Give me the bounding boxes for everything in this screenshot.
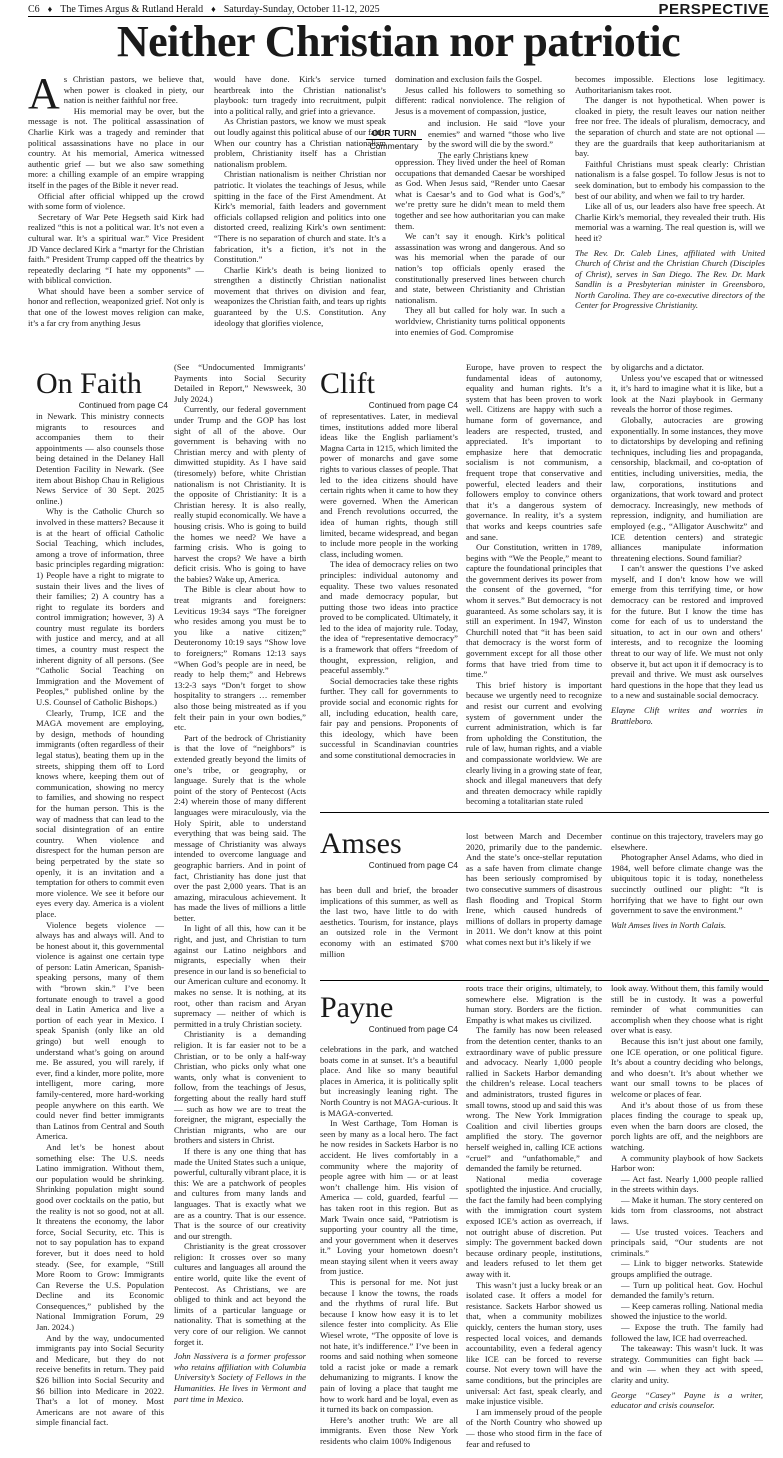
paragraph: Why is the Catholic Church so involved in these matters? Because it is at the heart of official Catholic Social Teaching, which includes, among a trove of information, three basic principles regarding migration: 1) People have a right to migrate to sustain their lives and the lives of their families; 2) A country has a right to regulate its borders and control immigration; however, 3) A country must regulate its borders with justice and mercy, and at all times, a country must respect the inherent dignity of all persons. (See “Catholic Social Teaching on Immigration and the Movement of Peoples,” published online by the U.S. Counsel of Catholic Bishops.) <box>36 506 164 708</box>
paragraph: This brief history is important because we urgently need to recognize and resist our current and evolving system of government under the current administration, which is far from upholding the Constitution, the rule of law, human rights, and a viable and compassionate worldview. We are clearly living in a growing state of fear, shock and illegal maneuvers that defy and threaten democracy while rapidly becoming a totalitarian state ruled <box>466 679 602 807</box>
paragraph: His memorial may be over, but the message is not. The political assassination of Charlie Kirk was a tragedy and reminder that political assassinations have no place in our country. At his memorial, America witnessed authentic grief — but we also saw something more: a chilling example of an empire wrapping itself in the pages of the Bible it never read. <box>28 105 204 190</box>
paragraph: domination and exclusion fails the Gospel. <box>395 74 543 84</box>
paragraph: The early Christians knew <box>438 149 529 160</box>
paragraph: Like all of us, our leaders also have free speech. At Charlie Kirk’s memorial, they revealed their truth. His memorial was a warning. The real question is, will we heed it? <box>575 201 765 243</box>
section-name: PERSPECTIVE <box>658 1 769 18</box>
paragraph: I am immensely proud of the people of the North Country who showed up — those who stood firm in the face of fear and refused to <box>466 1406 602 1449</box>
issue-date: Saturday-Sunday, October 11-12, 2025 <box>223 3 380 15</box>
lead-column-3-inset <box>428 118 565 158</box>
paragraph: And it’s about those of us from these places finding the courage to speak up, even when the barn doors are closed, the porch lights are off, and the neighbors are watching. <box>611 1099 763 1152</box>
paragraph: Here’s another truth: We are all immigrants. Even those New York residents who claim 100% Indigenous <box>320 1414 458 1446</box>
lead-column-1 <box>28 69 204 328</box>
author-bio: Walt Amses lives in North Calais. <box>611 919 727 930</box>
payne-column-2 <box>466 983 602 1454</box>
paragraph: National media coverage spotlighted the injustice. And crucially, the fact the family had been complying with the immigration court system exposed ICE’s action as overreach, if not outright abuse of discretion. Put simply: The government backed down because ordinary people, institutions, and leaders refused to let them get away with it. <box>466 1173 602 1280</box>
paragraph: (See “Undocumented Immigrants’ Payments into Social Security Detailed in Report,” Newsweek, 30 July 2024.) <box>174 362 306 404</box>
payne-heading <box>320 992 458 1034</box>
paragraph: Jesus called his followers to something so different: radical nonviolence. The religion of Jesus is a movement of compassion, justice, <box>395 84 565 116</box>
paragraph: — Turn up political heat. Gov. Hochul demanded the family’s return. <box>611 1279 763 1301</box>
paragraph: celebrations in the park, and watched boats come in at sunset. It’s a beautiful place. And like so many beautiful places in America, it is politically split but increasingly leaning right. The North Country is not MAGA-curious. It is MAGA-converted. <box>320 1044 458 1118</box>
paragraph: I can’t answer the questions I’ve asked myself, and I don’t know how we will emerge from this terrifying time, or how democracy can be restored and improved for the future. But I know the time has come for each of us to understand the situation, to act in our own and others’ interests, and to recognize the looming threat to our way of life. We must not only observe it, but act upon it if democracy is to prevail and thrive. We must ask ourselves hard questions in the hope that they lead us to a new and sustainable social democracy. <box>611 563 763 701</box>
lead-column-3-top <box>395 74 565 118</box>
author-bio: John Nassivera is a former professor who retains affiliation with Columbia University’s Society of Fellows in the Humanities. He lives in Vermont and part time in Mexico. <box>174 1351 306 1404</box>
paragraph: The family has now been released from the detention center, thanks to an extraordinary wave of public pressure and advocacy. Nearly 1,000 people rallied in Sackets Harbor demanding the children’s release. Local teachers and administrators, trusted figures in small towns, stood up and said this was wrong. The New York Immigration Coalition and civil liberties groups amplified the story. The governor herself weighed in, calling ICE actions “cruel” and “unfathomable,” and demanded the family be returned. <box>466 1025 602 1174</box>
paragraph: oppression. They lived under the heel of Roman occupations that demanded Caesar be worshiped as God. When Jesus said, “Render unto Caesar what is Caesar’s and to God what is God’s,” we’re pretty sure he didn’t mean to meld them together and see how authoritarian you can make them. <box>395 157 565 231</box>
amses-heading <box>320 828 458 870</box>
paragraph: — Make it human. The story centered on kids torn from classrooms, not abstract laws. <box>611 1194 763 1227</box>
paragraph: This wasn’t just a lucky break or an isolated case. It offers a model for resistance. Sackets Harbor showed us that, when a community mobilizes quickly, centers the human story, uses respected local voices, and demands accountability, even a federal agency like ICE can be forced to reverse course. Not every town will have the same conditions, but the principles are universal: Act fast, speak clearly, and make injustice visible. <box>466 1279 602 1407</box>
continued-line: Continued from page C4 <box>368 401 458 410</box>
amses-column-2 <box>466 831 602 975</box>
paragraph: And let’s be honest about something else: The U.S. needs Latino immigration. Without them, our population would be shrinking. Shrinking population might sound good over cocktails on the patio, but the reality is not so good, not at all. It threatens the economy, the labor force, Social Security, etc. This is not to say population has to expand forever, but it does need to hold steady. (See, for example, “Still More Room to Grow: Immigrants Can Reverse the U.S. Population Decline and its Economic Consequences,” published by the National Immigration Forum, 29 Jan. 2024.) <box>36 1141 164 1333</box>
commentary-label: Commentary <box>369 141 419 151</box>
paragraph: Photographer Ansel Adams, who died in 1984, well before climate change was the ubiquitous topic it is today, nonetheless succinctly outlined our plight: “It is horrifying that we have to fight our own government to save the environment.” <box>611 852 763 916</box>
paragraph: look away. Without them, this family would still be in custody. It was a powerful reminder of what communities can accomplish when they choose what is right over what is easy. <box>611 983 763 1036</box>
clift-heading <box>320 368 458 410</box>
paragraph: If there is any one thing that has made the United States such a unique, powerful, culturally vibrant place, it is this: We are a patchwork of peoples and cultures from many lands and languages. That is exactly what we are as a country. That is our essence. That is the source of our creativity and our strength. <box>174 1145 306 1241</box>
paragraph: by oligarchs and a dictator. <box>611 362 704 372</box>
divider <box>320 980 769 981</box>
lead-column-2 <box>214 74 386 328</box>
lead-column-4 <box>575 74 765 311</box>
paragraph: becomes impossible. Elections lose legitimacy. Authoritarianism takes root. <box>575 74 765 95</box>
folio-bar <box>28 2 769 16</box>
paragraph: Because this isn’t just about one family, one ICE operation, or one political figure. It’s about a country deciding who belongs, and who doesn’t. It’s about whether we want our small towns to be places of welcome or places of fear. <box>611 1035 763 1099</box>
divider <box>320 812 769 813</box>
paragraph: Part of the bedrock of Christianity is that the love of “neighbors” is extended greatly beyond the limits of one’s tribe, or geography, or language. Surely that is the whole point of the story of Pentecost (Acts 2:4) wherein those of many different languages were miraculously, via the Holy Spirit, able to understand everything that was being said. The message of Christianity was always intended to overcome language and geographic barriers. And in point of fact, Christianity has done just that over the past 2,000 years. That is an amazing, miraculous achievement. It has made the lives of millions a little better. <box>174 732 306 923</box>
paragraph: They all but called for holy war. In such a worldview, Christianity turns political opponents into enemies of God. Compromise <box>395 305 565 337</box>
author-bio: The Rev. Dr. Caleb Lines, affiliated with United Church of Christ and the Christian Church (Disciples of Christ), serves in San Diego. The Rev. Dr. Mark Sandlin is a Presbyterian minister in Greensboro, North Carolina. They are co-executive directors of the Center for Progressive Christianity. <box>575 247 765 311</box>
paragraph: The takeaway: This wasn’t luck. It was strategy. Communities can fight back — and win — when they act with speed, clarity and unity. <box>611 1343 763 1385</box>
continued-line: Continued from page C4 <box>368 1025 458 1034</box>
paragraph: — Act fast. Nearly 1,000 people rallied in the streets within days. <box>611 1173 763 1195</box>
paragraph: Charlie Kirk’s death is being lionized to strengthen a distinctly Christian nationalist movement that thrives on division and fear, weaponizes the Christian faith, and tears up rights guaranteed by the U.S. Constitution. Any ideology that glorifies violence, <box>214 264 386 328</box>
column-title: Payne <box>320 991 394 1024</box>
paragraph: would have done. Kirk’s service turned heartbreak into the Christian nationalist’s playbook: turn tragedy into recruitment, pulpit into a political rally, and grief into a grievance. <box>214 74 386 116</box>
paragraph: Secretary of War Pete Hegseth said Kirk had realized “this is not a political war. It’s not even a cultural war. It’s a spiritual war.” Vice President JD Vance declared Kirk a “martyr for the Christian faith.” President Trump capped off the theatrics by repeatedly declaring “I hate my opponents” — with biblical conviction. <box>28 211 204 286</box>
paragraph: Faithful Christians must speak clearly: Christian nationalism is a false gospel. To follow Jesus is not to seek domination, but to embody his compassion to the best of our ability, and when we fail to try harder. <box>575 158 765 201</box>
paragraph: Globally, autocracies are growing exponentially. In some instances, they move to dictatorships by developing and refining techniques, including lies and propaganda, censorship, blackmail, and co-optation of entities, including universities, media, the law, corporations, institutions and organizations, that work toward and protect democracy. Increasingly, new methods of repression, indignity, and humiliation are employed (e.g., “Alligator Auschwitz” and ICE detention centers) and strategic alliances manipulate information threatening elections. Sound familiar? <box>611 414 763 563</box>
amses-column-1 <box>320 885 458 975</box>
paragraph: We can’t say it enough. Kirk’s political assassination was wrong and dangerous. And so was his memorial when the parade of our nation’s top officials openly erased the constitutionally preserved lines between church and state, between Christianity and Christian nationalism. <box>395 231 565 305</box>
paragraph: continue on this trajectory, travelers may go elsewhere. <box>611 831 763 852</box>
paragraph: — Expose the truth. The family had followed the law, ICE had overreached. <box>611 1322 763 1343</box>
continued-line: Continued from page C4 <box>368 861 458 870</box>
clift-column-2 <box>466 362 602 806</box>
paragraph: of representatives. Later, in medieval times, institutions added more liberal ideas like the English parliament’s Magna Carta in 1215, which limited the power of monarchs and gave some rights to various classes of people. That led to the idea citizens should have certain rights when it came to how they were governed. When the American and French revolutions occurred, the idea of human rights, though still limited, became widespread, and began to include more people in the working class, including women. <box>320 411 458 559</box>
paragraph: and inclusion. He said “love your enemies” and warned “those who live by the sword will die by the sword.” <box>428 118 565 150</box>
paragraph: has been dull and brief, the broader implications of this summer, as well as the last two, have little to do with aesthetics. Tourism, for instance, plays an outsized role in the Vermont economy with an estimated $700 million <box>320 885 458 959</box>
our-turn-badge <box>366 128 422 151</box>
column-title: On Faith <box>36 367 142 400</box>
diamond-separator-icon: ♦ <box>211 4 216 14</box>
lead-column-3-bottom <box>395 157 565 337</box>
on-faith-heading <box>36 368 168 410</box>
paragraph: in Newark. This ministry connects migrants to resources and accompanies them to their appointments — also counsels those being detained in the Delaney Hall Detention Facility in Newark. (See item about Bishop Chau in Religious News Service of 30 Sept. 2025 online.) <box>36 411 164 506</box>
paragraph: — Use trusted voices. Teachers and principals said, “Our students are not criminals.” <box>611 1226 763 1258</box>
amses-column-3 <box>611 831 763 975</box>
paragraph: What should have been a somber service of honor and reflection, weaponized grief. Not only is that one of the lowest moves religion can make, it’s a far cry from anything Jesus <box>28 285 204 328</box>
paragraph: Currently, our federal government under Trump and the GOP has lost sight of all of the above. Our government is behaving with no Christian mercy and with plenty of dimwitted stupidity. As I have said (tiresomely) before, white Christian nationalism is not Christianity. It is the opposite of Christianity: It is a Christian heresy. It is also really, really stupid economically. We have a housing crisis. Who is going to build the homes we need? We have a farming crisis. Who is going to harvest the crops? We have a birth deficit crisis. Who is going to have the babies? Wake up, America. <box>174 404 306 584</box>
paragraph: Clearly, Trump, ICE and the MAGA movement are employing, by design, methods of hounding immigrants (often regardless of their legal status), beating them up in the streets, shipping them off to Lord knows where, keeping them out of communication, showing no mercy to families, and showing no respect for the human person. This is the way of madness that can lead to the social disintegration of an entire country. When violence and disrespect for the human person are being perpetrated by the state so openly, it is an invitation and a temptation for others to commit even more violence. We see it before our eyes every day. America is a violent place. <box>36 707 164 919</box>
continued-line: Continued from page C4 <box>78 401 168 410</box>
diamond-separator-icon: ♦ <box>47 4 53 14</box>
paragraph: The danger is not hypothetical. When power is cloaked in piety, the result leaves our nation neither free nor free. The ideals of pluralism, democracy, and the separation of church and state are not optional — they are the guardrails that keep authoritarianism at bay. <box>575 95 765 159</box>
payne-column-3 <box>611 983 763 1454</box>
paragraph: This is personal for me. Not just because I know the towns, the roads and the rhythms of rural life. But because I know how easy it is to let silence fester into complicity. As Elie Wiesel wrote, “The opposite of love is not hate, it’s indifference.” I’ve been in rooms and said nothing when someone told a racist joke or made a remark dehumanizing to migrants. I know the pain of loving a place that taught me how to work hard and be loyal, even as it turned its back on compassion. <box>320 1277 458 1415</box>
paragraph: Christianity is the great crossover religion: It crosses over so many cultures and languages all around the entire world, quite like the event of Pentecost. As Christians, we are obliged to think and act beyond the limits of a particular language or nationality. That is something at the very core of our religion. We cannot forget it. <box>174 1241 306 1347</box>
paragraph: Our Constitution, written in 1789, begins with “We the People,” meant to capture the foundational principles that the government derives its power from the consent of the governed, “for whom it serves.” But democracy is not guaranteed. As some scholars say, it is still an experiment. In 1947, Winston Churchill noted that “it has been said that democracy is the worst form of government except for all those other forms that have tried from time to time.” <box>466 542 602 680</box>
paragraph: s Christian pastors, we believe that, when power is cloaked in piety, our nation is neither faithful nor free. <box>63 74 204 106</box>
page-headline: Neither Christian nor patriotic <box>116 17 681 66</box>
clift-column-1 <box>320 411 458 806</box>
paragraph: lost between March and December 2020, primarily due to the pandemic. And the state’s once-stellar reputation as a safe haven from climate change has been seriously compromised by two consecutive summers of disastrous flash flooding and Tropical Storm Irene, which caused hundreds of millions of dollars in property damage in 2011. We don’t know at this point what comes next but it’s likely if we <box>466 831 602 947</box>
paragraph: Europe, have proven to respect the fundamental ideas of autonomy, equality and human rights. It’s a system that has been proven to work well. Citizens are happy with such a humane form of governance, and leaders are respected, trusted, and appreciated. It’s important to emphasize here that democratic socialism is not communism, a frequent trope that conservative and powerful, elected leaders and their followers employ to convince others that it’s a dangerous system of governance. In reality, it’s a system that works and keeps countries safe and sane. <box>466 362 602 542</box>
column-title: Clift <box>320 367 376 400</box>
paragraph: — Link to bigger networks. Statewide groups amplified the outrage. <box>611 1258 763 1280</box>
paragraph: Violence begets violence — always has and always will. And to be honest about it, this governmental violence is against one certain type of person: Latin American, Spanish-speaking persons, many of them with “brown skin.” I’ve been fortunate enough to travel a good deal in Latin America and live a portion of each year in Mexico. I speak Spanish (only like an old gringo) but well enough to understand what’s going on around me. Be assured, you will rarely, if ever, find a kinder, more polite, more intelligent, more caring, more family-centered, more hard-working people anywhere on this earth. We could never find better immigrants than Latinos from Central and South America. <box>36 919 164 1142</box>
paragraph: Christianity is a demanding religion. It is far easier not to be a Christian, or to be only a half-way Christian, who picks only what one wants, only what is convenient to follow, from the teachings of Jesus, forgetting about the really hard stuff — such as how we are to treat the foreigner, the migrant, especially the Christian migrants, who are our brothers and sisters in Christ. <box>174 1029 306 1146</box>
on-faith-column-1 <box>36 411 164 1454</box>
paragraph: And by the way, undocumented immigrants pay into Social Security and Medicare, but they do not receive benefits in return. They paid $26 billion into Social Security and $6 billion into Medicare in 2022. That’s a lot of money. Most Americans are not aware of this simple financial fact. <box>36 1332 164 1428</box>
paragraph: Christian nationalism is neither Christian nor patriotic. It violates the teachings of Jesus, while spitting in the face of the First Amendment. At Kirk’s memorial, faith leaders and government officials collapsed religion and politics into one distorted creed, realizing Kirk’s own sentiment: “There is no separation of church and state. It’s a fabrication, it’s a fiction, it’s not in the Constitution.” <box>214 169 386 265</box>
paragraph: The idea of democracy relies on two principles: individual autonomy and equality. These two values resonated and made democracy popular, but putting those two ideas into practice proved to be complicated. Ultimately, it led to the idea of majority rule. Today, the idea of “representative democracy” is a framework that offers “freedom of thought, expression, religion, and peaceful assembly.” <box>320 559 458 676</box>
paragraph: In West Carthage, Tom Homan is seen by many as a local hero. The fact he now resides in Sackets Harbor is no accident. He lives comfortably in a community where the majority of people agree with him — or at least won’t challenge him. His vision of America — cold, guarded, fearful — has taken root in this region. But as Mark Twain once said, “Patriotism is supporting your country all the time, and your government when it deserves it.” Loving your hometown doesn’t mean staying silent when it veers away from justice. <box>320 1118 458 1277</box>
column-title: Amses <box>320 827 402 860</box>
author-bio: George “Casey” Payne is a writer, educator and crisis counselor. <box>611 1389 763 1411</box>
paragraph: A community playbook of how Sackets Harbor won: <box>611 1152 763 1174</box>
drop-cap: A <box>28 69 60 118</box>
paragraph: Official after official whipped up the crowd with some form of violence. <box>28 190 204 212</box>
paragraph: The Bible is clear about how to treat migrants and foreigners: Leviticus 19:34 says “The foreigner who resides among you must be to you like a native citizen;” Deuteronomy 10:19 says “Show love to foreigners;” Romans 12:13 says “When God’s people are in need, be ready to help them;” and Hebrews 13:2-3 says “Don’t forget to show hospitality to strangers … remember also those being mistreated as if you felt their pain in your own bodies,” etc. <box>174 584 306 733</box>
page-number: C6 <box>28 3 40 15</box>
on-faith-column-2 <box>174 362 306 1454</box>
author-bio: Elayne Clift writes and worries in Brattleboro. <box>611 705 763 726</box>
paragraph: — Keep cameras rolling. National media showed the injustice to the world. <box>611 1300 763 1322</box>
paragraph: As Christian pastors, we know we must speak out loudly against this political abuse of our faith. When our country has a Christian nationalism problem, Christianity itself has a Christian nationalism problem. <box>214 116 386 169</box>
clift-column-3 <box>611 362 763 806</box>
paragraph: In light of all this, how can it be right, and just, and Christian to turn against our Latino neighbors and migrants, especially when their presence in our land is so beneficial to our American culture and economy. It makes no sense. It is nothing, at its root, other than racism and Aryan supremacy — neither of which is permitted in a truly Christian society. <box>174 923 306 1029</box>
paragraph: roots trace their origins, ultimately, to somewhere else. Migration is the human story. Borders are the fiction. Empathy is what makes us civilized. <box>466 983 602 1025</box>
paragraph: Social democracies take these rights further. They call for governments to provide social and economic rights for all, including education, health care, fair pay and pensions. Proponents of this ideology, which have been successful in Scandinavian countries and some constitutional democracies in <box>320 675 458 760</box>
our-turn-label: OUR TURN <box>366 128 422 140</box>
paragraph: Unless you’ve escaped that or witnessed it, it’s hard to imagine what it is like, but a look at the Nazi playbook in Germany reveals the horror of those regimes. <box>611 372 763 415</box>
payne-column-1 <box>320 1044 458 1454</box>
paper-name: The Times Argus & Rutland Herald <box>60 3 204 15</box>
